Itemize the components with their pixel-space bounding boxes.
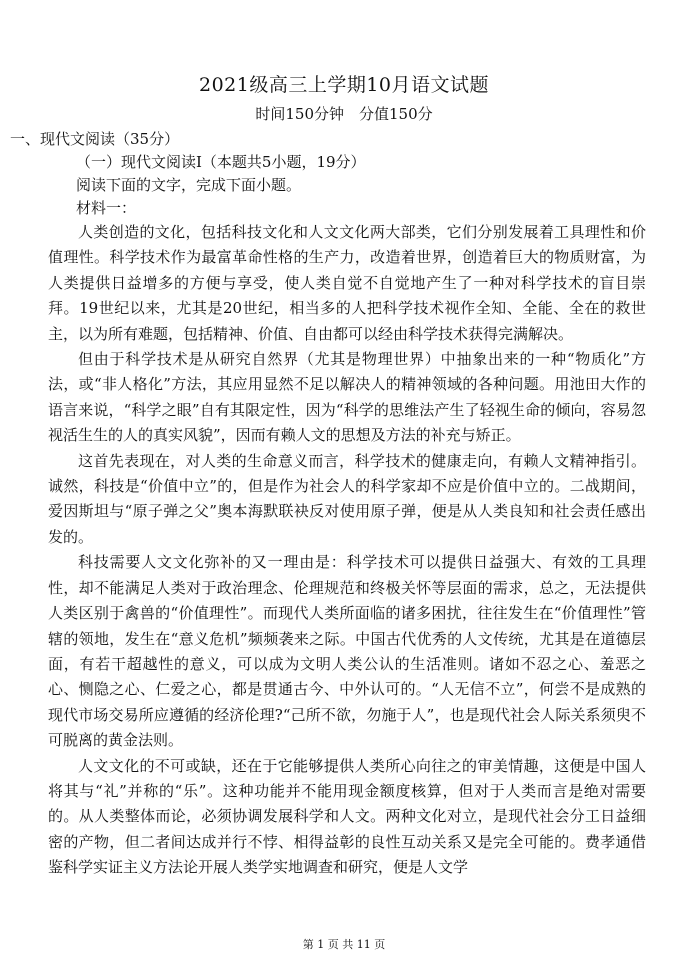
paragraph: 人类创造的文化，包括科技文化和人文文化两大部类，它们分别发展着工具理性和价值理性。科学技术作为最富革命性格的生产力，改造着世界，创造着巨大的物质财富，为人类提供日益增多的方便与享受，使人类自觉不自觉地产生了一种对科学技术的盲目崇拜。19世纪以来，尤其是20世纪，相当多的人把科学技术视作全知、全能、全在的救世主，以为所有难题，包括精神、价值、自由都可以经由科学技术获得完满解决。 [48,223,646,343]
subsection-heading: （一）现代文阅读Ⅰ（本题共5小题，19分） [76,153,366,171]
paragraph: 但由于科学技术是从研究自然界（尤其是物理世界）中抽象出来的一种“物质化”方法，或“非人格化”方法，其应用显然不足以解决人的精神领域的各种问题。用池田大作的语言来说，“科学之眼”自有其限定性，因为“科学的思维法产生了轻视生命的倾向，容易忽视活生生的人的真实风貌”，因而有赖人文的思想及方法的补充与矫正。 [48,350,646,445]
paragraph: 这首先表现在，对人类的生命意义而言，科学技术的健康走向，有赖人文精神指引。诚然，科技是“价值中立”的，但是作为社会人的科学家却不应是价值中立的。二战期间，爱因斯坦与“原子弹之父”奥本海默联袂反对使用原子弹，便是从人类良知和社会责任感出发的。 [48,451,646,546]
exam-subtitle: 时间150分钟 分值150分 [255,105,433,123]
exam-title: 2021级高三上学期10月语文试题 [198,74,490,96]
section-heading: 一、现代文阅读（35分） [10,130,180,148]
page-footer: 第 1 页 共 11 页 [302,938,386,951]
paragraph: 科技需要人文文化弥补的又一理由是：科学技术可以提供日益强大、有效的工具理性，却不能满足人类对于政治理念、伦理规范和终极关怀等层面的需求，总之，无法提供人类区别于禽兽的“价值理性”。而现代人类所面临的诸多困扰，往往发生在“价值理性”管辖的领地，发生在“意义危机”频频袭来之际。中国古代优秀的人文传统，尤其是在道德层面，有若干超越性的意义，可以成为文明人类公认的生活准则。诸如不忍之心、羞恶之心、恻隐之心、仁爱之心，都是贯通古今、中外认可的。“人无信不立”，何尝不是成熟的现代市场交易所应遵循的经济伦理?“己所不欲，勿施于人”，也是现代社会人际关系须臾不可脱离的黄金法则。 [48,553,646,750]
instruction-text: 阅读下面的文字，完成下面小题。 [76,176,302,194]
material-label: 材料一： [76,199,137,217]
reading-passage [48,220,646,881]
paragraph: 人文文化的不可或缺，还在于它能够提供人类所心向往之的审美情趣，这便是中国人将其与“礼”并称的“乐”。这种功能并不能用现金额度核算，但对于人类而言是绝对需要的。从人类整体而论，必须协调发展科学和人文。两种文化对立，是现代社会分工日益细密的产物，但二者间达成并行不悖、相得益彰的良性互动关系又是完全可能的。费孝通借鉴科学实证主义方法论开展人类学实地调查和研究，便是人文学 [48,756,646,877]
